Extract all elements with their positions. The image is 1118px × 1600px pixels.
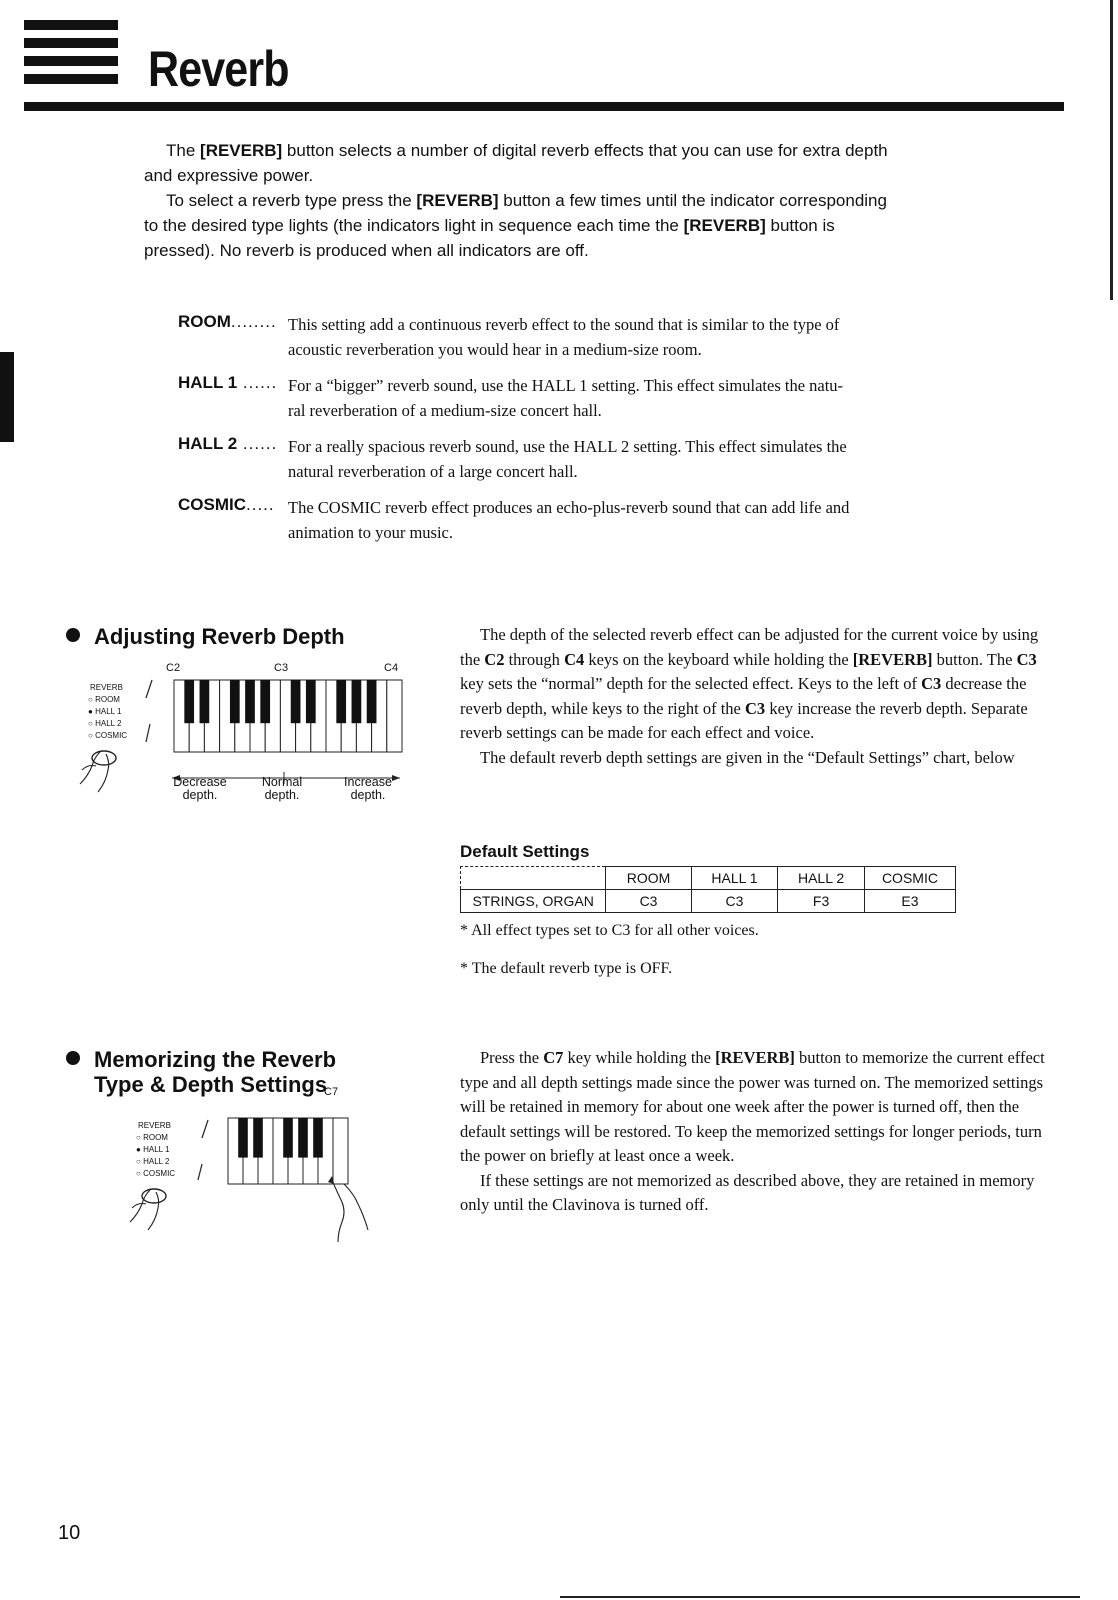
table-header-cell: ROOM bbox=[606, 867, 691, 890]
emphasis-text: C4 bbox=[564, 649, 585, 669]
emphasis-text: C2 bbox=[484, 649, 505, 669]
reverb-type-term: HALL 1 bbox=[178, 373, 238, 392]
table-cell: E3 bbox=[864, 890, 955, 913]
body-text: through bbox=[504, 649, 565, 669]
caption-decrease bbox=[168, 776, 232, 802]
depth-diagram bbox=[60, 662, 420, 822]
body-text: The depth of the selected reverb effect can be adjusted for the current voice by using the bbox=[460, 625, 1039, 669]
body-text: button a few times until the indicator corresponding to the desired type lights (the indicators light in sequence each time the bbox=[144, 191, 887, 235]
body-text: button. The bbox=[932, 649, 1017, 669]
hand-icon bbox=[130, 1190, 159, 1230]
memorize-paragraph-2 bbox=[460, 1169, 1054, 1218]
body-text: key sets the “normal” depth for the selected effect. Keys to the left of bbox=[460, 674, 922, 693]
hand-icon bbox=[80, 752, 109, 792]
depth-paragraph-1 bbox=[460, 623, 1052, 746]
reverb-type-list bbox=[178, 312, 978, 556]
default-note-1: * All effect types set to C3 for all other voices. bbox=[460, 922, 759, 939]
caption-increase bbox=[336, 776, 400, 802]
depth-body bbox=[460, 623, 1052, 770]
table-header-cell: HALL 2 bbox=[778, 867, 865, 890]
reverb-type-desc: For a really spacious reverb sound, use the HALL 2 setting. This effect simulates the bbox=[288, 437, 847, 456]
reverb-type-hall1 bbox=[178, 373, 978, 423]
reverb-type-desc: animation to your music. bbox=[288, 523, 453, 542]
caption-line: Normal bbox=[261, 775, 303, 789]
intro-text bbox=[144, 138, 904, 263]
body-text: If these settings are not memorized as described above, they are retained in memory only until the Clavinova is turned off. bbox=[460, 1170, 1035, 1214]
default-note-2: * The default reverb type is OFF. bbox=[460, 960, 673, 977]
table-header-cell: HALL 1 bbox=[691, 867, 778, 890]
indicator-off-icon: ○ bbox=[88, 695, 93, 704]
table-header-row bbox=[461, 867, 956, 890]
memorize-paragraph-1 bbox=[460, 1046, 1054, 1169]
section-heading-text: Adjusting Reverb Depth bbox=[94, 624, 345, 649]
header-bar bbox=[24, 74, 118, 84]
body-text: keys on the keyboard while holding the bbox=[584, 649, 853, 669]
reverb-type-desc: acoustic reverberation you would hear in a medium-size room. bbox=[288, 340, 702, 359]
memorize-keyboard-illustration bbox=[110, 1100, 410, 1260]
emphasis-text: [REVERB] bbox=[416, 191, 499, 210]
emphasis-text: C3 bbox=[745, 698, 766, 718]
caption-normal bbox=[252, 776, 312, 802]
bullet-icon bbox=[66, 1051, 80, 1065]
bullet-icon bbox=[66, 628, 80, 642]
reverb-type-term: HALL 2 bbox=[178, 434, 238, 453]
body-text: The default reverb depth settings are given in the “Default Settings” chart, below bbox=[480, 747, 1015, 767]
reverb-type-desc: The COSMIC reverb effect produces an echo-plus-reverb sound that can add life and bbox=[288, 498, 850, 517]
panel-title: REVERB bbox=[90, 683, 123, 692]
section-heading-memorize bbox=[66, 1047, 339, 1098]
body-text: key increase the reverb depth. Separate reverb settings can be made for each effect and voice. bbox=[460, 698, 1028, 742]
leader-dots: ..... bbox=[246, 495, 275, 514]
caption-line: Decrease bbox=[173, 775, 227, 789]
caption-line: Increase bbox=[344, 775, 392, 789]
leader-dots: ...... bbox=[237, 373, 278, 392]
panel-title: REVERB bbox=[138, 1121, 171, 1130]
emphasis-text: [REVERB] bbox=[852, 649, 933, 669]
body-text: button to memorize the current effect type and all depth settings made since the power was turned on. The memorized settings will be retained in memory for about one week after the power is turned off, then the default settings will be restored. To keep the memorized settings for longer periods, turn the power on briefly at least once a week. bbox=[460, 1048, 1045, 1165]
body-text: button is pressed). No reverb is produced when all indicators are off. bbox=[144, 216, 835, 260]
section-heading-text: Type & Depth Settings bbox=[94, 1072, 328, 1097]
reverb-type-desc: ral reverberation of a medium-size concert hall. bbox=[288, 401, 602, 420]
body-text: The bbox=[166, 141, 201, 160]
title-rule bbox=[24, 102, 1064, 111]
indicator-label: HALL 2 bbox=[95, 719, 122, 728]
table-cell: C3 bbox=[691, 890, 778, 913]
binding-line bbox=[1110, 0, 1113, 300]
indicator-label: COSMIC bbox=[95, 731, 128, 740]
key-label-c2: C2 bbox=[166, 662, 181, 674]
bottom-rule bbox=[560, 1596, 1080, 1598]
emphasis-text: [REVERB] bbox=[683, 216, 766, 235]
header-bar bbox=[24, 56, 118, 66]
intro-paragraph-1 bbox=[144, 138, 904, 188]
reverb-type-term: ROOM bbox=[178, 312, 231, 331]
memorize-diagram bbox=[110, 1086, 410, 1260]
indicator-on-icon: ● bbox=[136, 1145, 141, 1154]
emphasis-text: [REVERB] bbox=[200, 141, 283, 160]
keyboard-icon bbox=[228, 1118, 348, 1184]
table-cell: C3 bbox=[606, 890, 691, 913]
table-header-cell bbox=[461, 867, 606, 890]
section-heading-text: Memorizing the Reverb bbox=[94, 1047, 337, 1072]
indicator-off-icon: ○ bbox=[136, 1157, 141, 1166]
indicator-label: HALL 1 bbox=[95, 707, 122, 716]
indicator-off-icon: ○ bbox=[88, 719, 93, 728]
keyboard-icon bbox=[174, 680, 402, 752]
body-text: Press the bbox=[480, 1048, 544, 1067]
leader-dots: ........ bbox=[230, 312, 277, 331]
depth-paragraph-2 bbox=[460, 746, 1052, 771]
edge-tab bbox=[0, 352, 14, 442]
table-row bbox=[461, 890, 956, 913]
indicator-on-icon: ● bbox=[88, 707, 93, 716]
indicator-label: ROOM bbox=[143, 1133, 168, 1142]
emphasis-text: C3 bbox=[1016, 649, 1037, 669]
indicator-off-icon: ○ bbox=[136, 1169, 141, 1178]
indicator-label: ROOM bbox=[95, 695, 120, 704]
intro-paragraph-2 bbox=[144, 188, 904, 263]
key-label-c4: C4 bbox=[384, 662, 399, 674]
body-text: decrease the reverb depth, while keys to the right of the bbox=[460, 674, 1027, 718]
default-settings-table bbox=[460, 866, 956, 913]
reverb-type-term: COSMIC bbox=[178, 495, 246, 514]
caption-line: depth. bbox=[350, 788, 386, 802]
indicator-label: HALL 1 bbox=[143, 1145, 170, 1154]
page-title: Reverb bbox=[148, 41, 289, 97]
page-number: 10 bbox=[58, 1522, 81, 1544]
body-text: button selects a number of digital reverb effects that you can use for extra depth and expressive power. bbox=[144, 141, 888, 185]
reverb-type-room bbox=[178, 312, 978, 362]
table-header-cell: COSMIC bbox=[864, 867, 955, 890]
indicator-label: HALL 2 bbox=[143, 1157, 170, 1166]
key-label-c3: C3 bbox=[274, 662, 289, 674]
indicator-off-icon: ○ bbox=[88, 731, 93, 740]
body-text: To select a reverb type press the bbox=[166, 191, 417, 210]
indicator-off-icon: ○ bbox=[136, 1133, 141, 1142]
leader-dots: ...... bbox=[237, 434, 278, 453]
section-heading-depth bbox=[66, 624, 345, 649]
reverb-type-desc: This setting add a continuous reverb effect to the sound that is similar to the type of bbox=[288, 315, 840, 334]
reverb-type-desc: For a “bigger” reverb sound, use the HALL 1 setting. This effect simulates the natu- bbox=[288, 376, 844, 395]
emphasis-text: C3 bbox=[921, 674, 942, 693]
reverb-type-desc: natural reverberation of a large concert hall. bbox=[288, 462, 578, 481]
caption-line: depth. bbox=[182, 788, 218, 802]
hand-icon bbox=[332, 1180, 368, 1242]
header-bar bbox=[24, 20, 118, 30]
reverb-type-cosmic bbox=[178, 495, 978, 545]
table-cell: STRINGS, ORGAN bbox=[461, 890, 606, 913]
default-settings-heading: Default Settings bbox=[460, 842, 590, 861]
emphasis-text: [REVERB] bbox=[715, 1048, 795, 1067]
reverb-type-hall2 bbox=[178, 434, 978, 484]
key-label-c7: C7 bbox=[324, 1086, 339, 1098]
body-text: key while holding the bbox=[563, 1048, 716, 1067]
memorize-body bbox=[460, 1046, 1054, 1218]
indicator-label: COSMIC bbox=[143, 1169, 176, 1178]
caption-line: depth. bbox=[264, 788, 300, 802]
header-bar bbox=[24, 38, 118, 48]
emphasis-text: C7 bbox=[543, 1048, 564, 1067]
table-cell: F3 bbox=[778, 890, 865, 913]
